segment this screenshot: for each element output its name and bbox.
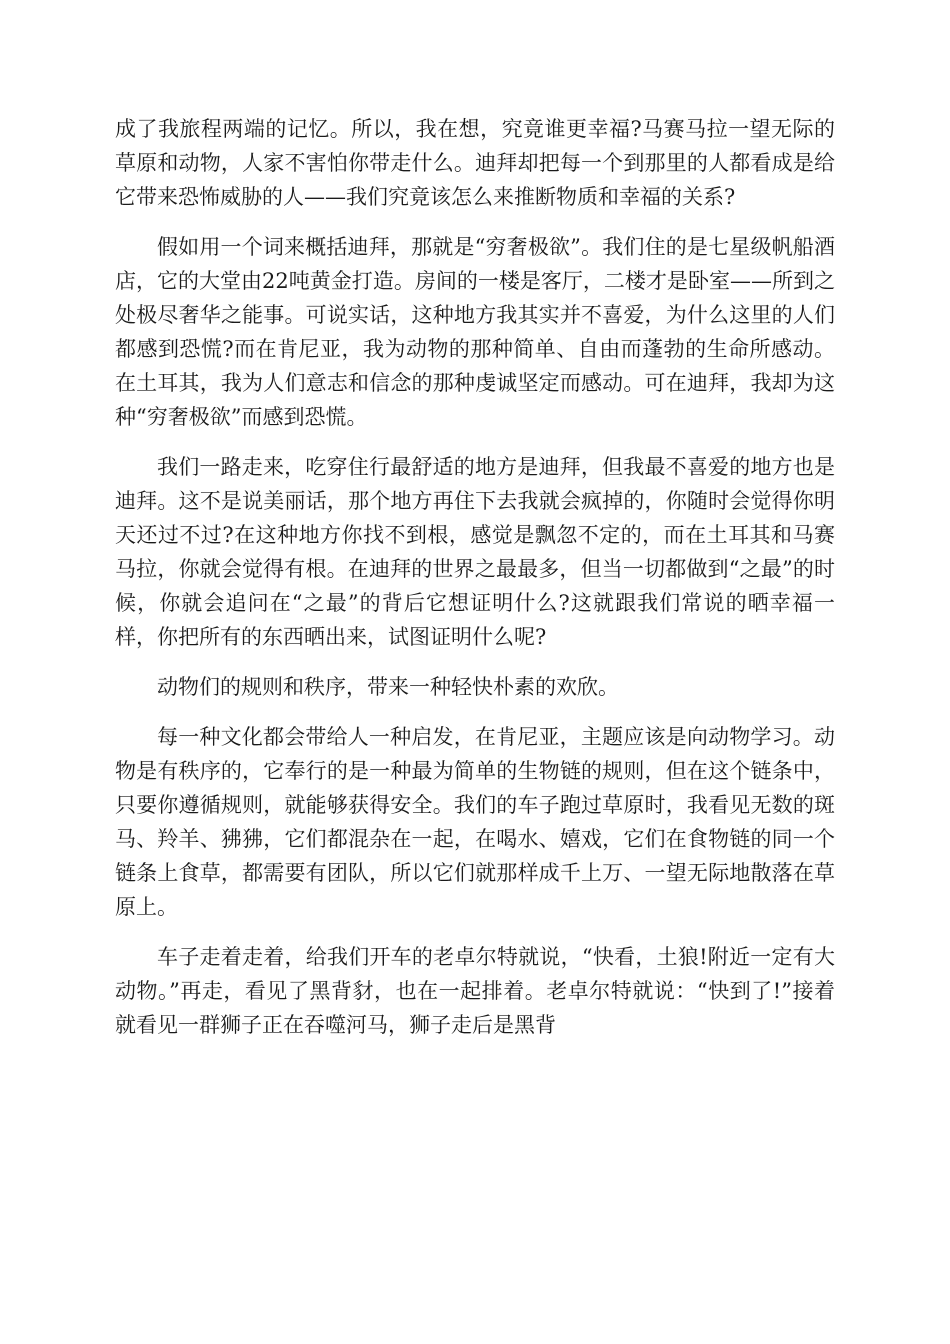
paragraph-learn-from-animals: 每一种文化都会带给人一种启发，在肯尼亚，主题应该是向动物学习。动物是有秩序的，它奉行的是一种最为简单的生物链的规则，但在这个链条中，只要你遵循规则，就能够获得安全。我们的车子跑过草原时，我看见无数的斑马、羚羊、狒狒，它们都混杂在一起，在喝水、嬉戏，它们在食物链的同一个链条上食草，都需要有团队，所以它们就那样成千上万、一望无际地散落在草原上。 — [115, 725, 835, 919]
paragraph-animal-rules: 动物们的规则和秩序，带来一种轻快朴素的欢欣。 — [157, 675, 619, 699]
paragraph-dubai-comfort: 我们一路走来，吃穿住行最舒适的地方是迪拜，但我最不喜爱的地方也是迪拜。这不是说美丽话，那个地方再住下去我就会疯掉的，你随时会觉得你明天还过不过?在这种地方你找不到根，感觉是飘忽不定的，而在土耳其和马赛马拉，你就会觉得有根。在迪拜的世界之最最多，但当一切都做到“之最”的时候，你就会追问在“之最”的背后它想证明什么?这就跟我们常说的晒幸福一样，你把所有的东西晒出来，试图证明什么呢? — [115, 455, 835, 649]
body-text — [115, 112, 835, 1042]
paragraph-driver-story: 车子走着走着，给我们开车的老卓尔特就说，“快看，土狼!附近一定有大动物。”再走，看见了黑背豺，也在一起排着。老卓尔特就说：“快到了!”接着就看见一群狮子正在吞噬河马，狮子走后是黑背 — [115, 945, 835, 1037]
paragraph-continuation: 成了我旅程两端的记忆。所以，我在想，究竟谁更幸福?马赛马拉一望无际的草原和动物，人家不害怕你带走什么。迪拜却把每一个到那里的人都看成是给它带来恐怖威胁的人——我们究竟该怎么来推断物质和幸福的关系? — [115, 117, 835, 209]
paragraph-dubai-luxury: 假如用一个词来概括迪拜，那就是“穷奢极欲”。我们住的是七星级帆船酒店，它的大堂由22吨黄金打造。房间的一楼是客厅，二楼才是卧室——所到之处极尽奢华之能事。可说实话，这种地方我其实并不喜爱，为什么这里的人们都感到恐慌?而在肯尼亚，我为动物的那种简单、自由而蓬勃的生命所感动。在土耳其，我为人们意志和信念的那种虔诚坚定而感动。可在迪拜，我却为这种“穷奢极欲”而感到恐慌。 — [115, 235, 835, 429]
